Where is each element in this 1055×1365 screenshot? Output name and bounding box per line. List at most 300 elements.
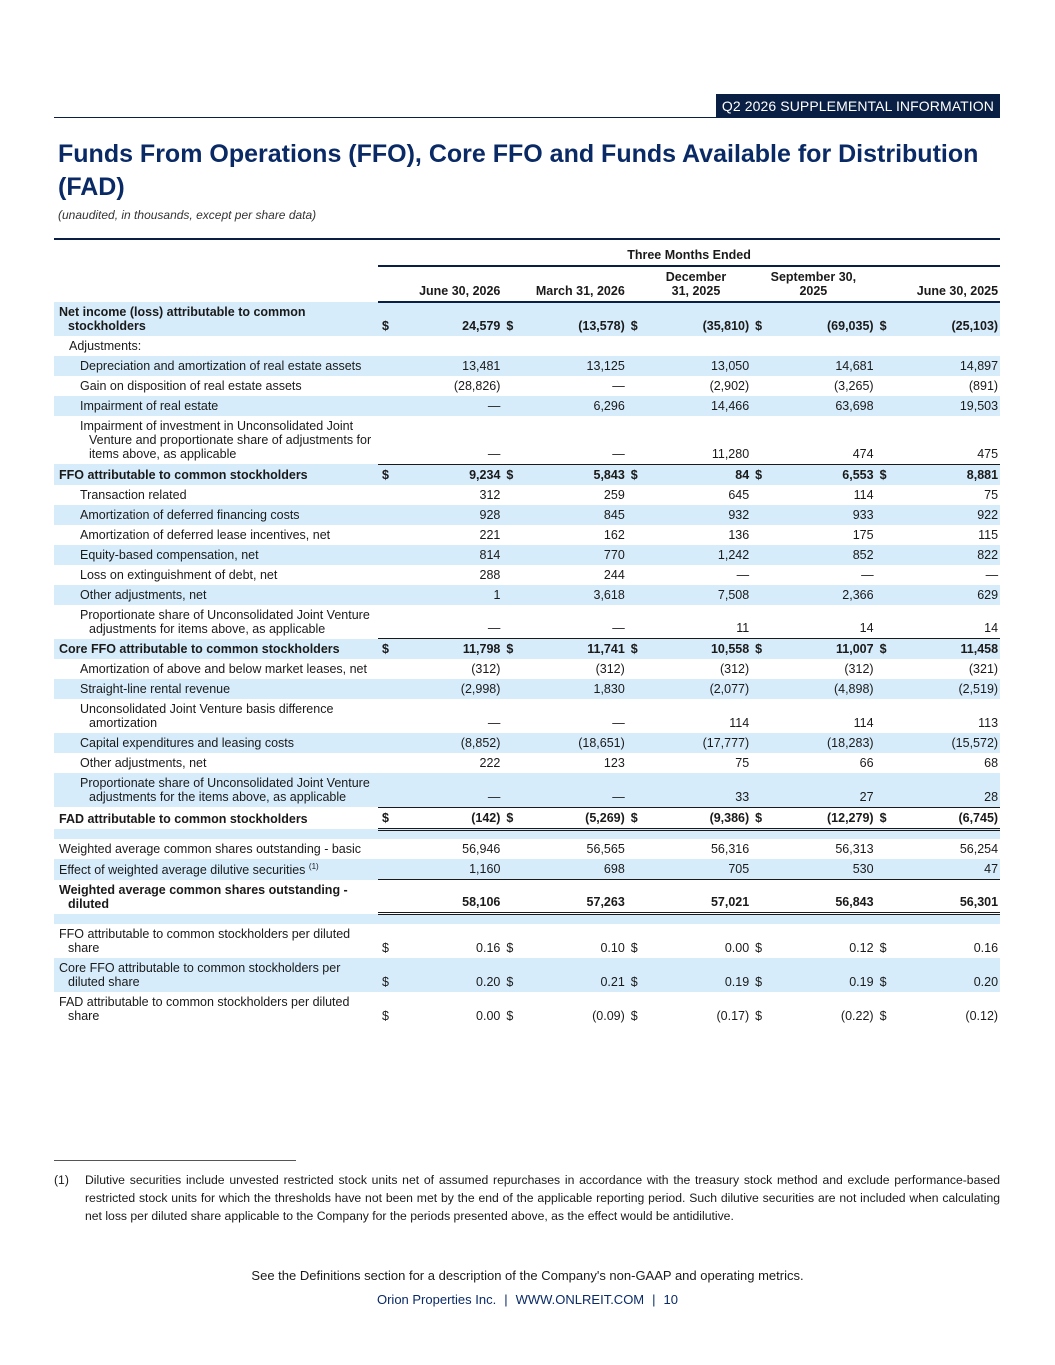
value-cell: 932 [641, 505, 751, 525]
dollar-sign-cell [502, 839, 516, 859]
value-cell: 928 [392, 505, 502, 525]
value-cell: (5,269) [516, 807, 626, 829]
table-row [54, 924, 1000, 958]
dollar-sign-cell: $ [876, 958, 890, 992]
dollar-sign-cell [502, 699, 516, 733]
dollar-sign-cell [876, 859, 890, 880]
footer-company: Orion Properties Inc. [376, 1292, 497, 1307]
row-label [54, 585, 378, 605]
value-cell: 852 [765, 545, 875, 565]
dollar-sign-cell [502, 396, 516, 416]
dollar-sign-cell [627, 733, 641, 753]
dollar-sign-cell [502, 773, 516, 807]
value-cell: (12,279) [765, 807, 875, 829]
value-cell: 0.12 [849, 940, 874, 955]
spacer-row [54, 914, 1000, 924]
dollar-sign-cell [876, 416, 890, 464]
dollar-sign-cell: $ [755, 940, 763, 955]
value-cell: 113 [978, 716, 999, 730]
dollar-sign-cell [751, 859, 765, 880]
dollar-sign-cell [876, 545, 890, 565]
row-label [54, 356, 378, 376]
dollar-sign-cell [627, 585, 641, 605]
dollar-sign-cell [751, 753, 765, 773]
table-row [54, 733, 1000, 753]
dollar-sign-cell [502, 545, 516, 565]
table-row [54, 464, 1000, 485]
row-label-text: Weighted average common shares outstanding - basic [59, 842, 362, 856]
dollar-sign-cell: $ [502, 639, 516, 660]
table-row [54, 565, 1000, 585]
column-header: March 31, 2026 [502, 266, 626, 302]
value-cell: 698 [516, 859, 626, 880]
dollar-sign-cell [751, 376, 765, 396]
row-label [54, 485, 378, 505]
value-cell: 123 [603, 756, 625, 770]
dollar-sign-cell [378, 336, 392, 356]
page-title: Funds From Operations (FFO), Core FFO and Funds Available for Distribution (FAD) [58, 140, 979, 201]
row-label-text: Weighted average common shares outstanding - diluted [59, 882, 348, 911]
value-cell: (2,519) [890, 679, 1001, 699]
value-cell: 814 [392, 545, 502, 565]
value-cell: 3,618 [516, 585, 626, 605]
dollar-sign-cell [378, 545, 392, 565]
value-cell: (6,745) [890, 807, 1001, 829]
value-cell: — [612, 621, 625, 635]
table-row [54, 839, 1000, 859]
dollar-sign-cell [627, 565, 641, 585]
value-cell: 259 [603, 487, 625, 502]
value-cell: (312) [471, 662, 501, 676]
footnote-ref: (1) [308, 861, 319, 871]
dollar-sign-cell [751, 505, 765, 525]
row-label-text: Straight-line rental revenue [80, 682, 231, 696]
row-label-text: Net income (loss) attributable to common stockholders [59, 305, 306, 333]
dollar-sign-cell: $ [627, 958, 641, 992]
value-cell: 244 [603, 567, 625, 582]
row-label-text: Other adjustments, net [80, 756, 207, 770]
table-row [54, 859, 1000, 880]
row-label [54, 880, 378, 914]
value-cell: 0.19 [641, 958, 751, 992]
dollar-sign-cell: $ [502, 958, 516, 992]
dollar-sign-cell [751, 605, 765, 639]
value-cell: 13,481 [392, 356, 502, 376]
row-label [54, 545, 378, 565]
table-row [54, 753, 1000, 773]
dollar-sign-cell [876, 659, 890, 679]
value-cell: 84 [641, 464, 751, 485]
value-cell: 56,254 [959, 842, 999, 856]
dollar-sign-cell [378, 659, 392, 679]
dollar-sign-cell: $ [879, 940, 887, 955]
value-cell: 1,160 [392, 859, 502, 880]
row-label [54, 505, 378, 525]
value-cell: 922 [890, 505, 1001, 525]
value-cell: — [516, 773, 626, 807]
dollar-sign-cell [751, 699, 765, 733]
dollar-sign-cell: $ [502, 302, 516, 336]
value-cell: — [612, 446, 625, 461]
dollar-sign-cell: $ [630, 940, 638, 955]
dollar-sign-cell [378, 525, 392, 545]
dollar-sign-cell [627, 485, 641, 505]
value-cell [516, 336, 626, 356]
value-cell: 14,466 [641, 396, 751, 416]
dollar-sign-cell [876, 773, 890, 807]
value-cell: 14,897 [890, 356, 1001, 376]
value-cell: (18,283) [765, 733, 875, 753]
row-label [54, 773, 378, 807]
value-cell: 0.00 [724, 940, 750, 955]
value-cell: 175 [852, 527, 874, 542]
value-cell: (8,852) [392, 733, 502, 753]
dollar-sign-cell [751, 585, 765, 605]
table-row [54, 699, 1000, 733]
table-row [54, 525, 1000, 545]
row-label [54, 679, 378, 699]
value-cell: 57,263 [516, 880, 626, 914]
page-subtitle: (unaudited, in thousands, except per share data) [58, 208, 317, 222]
value-cell: 9,234 [392, 464, 502, 485]
footer-page-number: 10 [663, 1292, 678, 1307]
row-label-text: Equity-based compensation, net [80, 547, 259, 562]
value-cell: 114 [729, 716, 750, 730]
value-cell: (28,826) [453, 379, 501, 393]
dollar-sign-cell: $ [876, 302, 890, 336]
value-cell: — [392, 396, 502, 416]
value-cell: (13,578) [516, 302, 626, 336]
dollar-sign-cell: $ [751, 958, 765, 992]
value-cell: 56,946 [462, 842, 501, 856]
value-cell: (312) [844, 662, 874, 676]
dollar-sign-cell [502, 859, 516, 880]
row-label [54, 336, 378, 356]
dollar-sign-cell: $ [502, 807, 516, 829]
dollar-sign-cell [378, 505, 392, 525]
value-cell: 114 [853, 487, 874, 502]
dollar-sign-cell: $ [751, 302, 765, 336]
dollar-sign-cell [751, 485, 765, 505]
value-cell: (3,265) [833, 379, 874, 393]
value-cell: 1 [392, 585, 502, 605]
footer-line [0, 1292, 1055, 1307]
row-label [54, 464, 378, 485]
dollar-sign-cell: $ [378, 639, 392, 660]
dollar-sign-cell [502, 605, 516, 639]
value-cell: 28 [890, 773, 1001, 807]
value-cell: 0.10 [600, 940, 625, 955]
value-cell: — [985, 567, 999, 582]
value-cell: 0.20 [392, 958, 502, 992]
row-label-text: Proportionate share of Unconsolidated Joint Venture adjustments for the items above, as applicable [80, 776, 370, 804]
row-label [54, 396, 378, 416]
row-label [54, 733, 378, 753]
table-row [54, 416, 1000, 464]
value-cell: 56,565 [586, 842, 625, 856]
value-cell: (69,035) [765, 302, 875, 336]
dollar-sign-cell [502, 336, 516, 356]
dollar-sign-cell [876, 356, 890, 376]
dollar-sign-cell [876, 505, 890, 525]
value-cell: 0.19 [765, 958, 875, 992]
dollar-sign-cell [876, 880, 890, 914]
dollar-sign-cell [876, 525, 890, 545]
row-label [54, 376, 378, 396]
dollar-sign-cell [502, 376, 516, 396]
row-label [54, 525, 378, 545]
value-cell: 0.20 [890, 958, 1001, 992]
value-cell: (17,777) [641, 733, 751, 753]
value-cell: 770 [516, 545, 626, 565]
dollar-sign-cell [378, 880, 392, 914]
dollar-sign-cell [502, 585, 516, 605]
value-cell: 7,508 [641, 585, 751, 605]
footnote [54, 1171, 1000, 1225]
header-rule [54, 117, 1000, 118]
value-cell: 11,458 [890, 639, 1001, 660]
value-cell: 221 [479, 527, 501, 542]
dollar-sign-cell [627, 773, 641, 807]
dollar-sign-cell [751, 880, 765, 914]
dollar-sign-cell [627, 545, 641, 565]
title-rule [54, 238, 1000, 240]
row-label [54, 807, 378, 829]
dollar-sign-cell [378, 356, 392, 376]
row-label-text: Core FFO attributable to common stockholders [59, 642, 340, 656]
value-cell: — [861, 567, 874, 582]
row-label [54, 839, 378, 859]
row-label-text: Proportionate share of Unconsolidated Joint Venture adjustments for items above, as applicable [80, 607, 370, 636]
ffo-table [54, 248, 1000, 1026]
row-label [54, 605, 378, 639]
value-cell: 14 [984, 621, 999, 635]
dollar-sign-cell: $ [502, 464, 516, 485]
dollar-sign-cell [627, 659, 641, 679]
dollar-sign-cell [502, 733, 516, 753]
value-cell: 6,553 [765, 464, 875, 485]
dollar-sign-cell [502, 659, 516, 679]
value-cell: 530 [765, 859, 875, 880]
dollar-sign-cell [876, 485, 890, 505]
dollar-sign-cell [378, 585, 392, 605]
dollar-sign-cell [751, 839, 765, 859]
row-label-text: Other adjustments, net [80, 587, 207, 602]
value-cell: 63,698 [765, 396, 875, 416]
dollar-sign-cell: $ [627, 464, 641, 485]
dollar-sign-cell [751, 773, 765, 807]
value-cell: 13,125 [516, 356, 626, 376]
table-row [54, 505, 1000, 525]
value-cell: 474 [852, 446, 874, 461]
spacer-row [54, 829, 1000, 839]
dollar-sign-cell: $ [627, 807, 641, 829]
dollar-sign-cell [378, 605, 392, 639]
table-row [54, 545, 1000, 565]
row-label [54, 992, 378, 1026]
dollar-sign-cell [502, 485, 516, 505]
dollar-sign-cell [627, 416, 641, 464]
value-cell: 1,242 [641, 545, 751, 565]
table-row [54, 880, 1000, 914]
value-cell: 645 [728, 487, 750, 502]
dollar-sign-cell [627, 505, 641, 525]
table-row [54, 336, 1000, 356]
value-cell: 56,316 [710, 842, 750, 856]
row-label-text: Unconsolidated Joint Venture basis difference amortization [80, 702, 334, 730]
value-cell: 10,558 [641, 639, 751, 660]
value-cell: 11,741 [516, 639, 626, 660]
row-label [54, 302, 378, 336]
dollar-sign-cell [627, 376, 641, 396]
table-row [54, 485, 1000, 505]
dollar-sign-cell: $ [751, 807, 765, 829]
value-cell: (9,386) [641, 807, 751, 829]
row-label [54, 753, 378, 773]
dollar-sign-cell [502, 565, 516, 585]
row-label-text: Core FFO attributable to common stockholders per diluted share [59, 960, 341, 989]
dollar-sign-cell [627, 605, 641, 639]
row-label [54, 924, 378, 958]
dollar-sign-cell: $ [378, 464, 392, 485]
row-label-text: Amortization of above and below market leases, net [80, 662, 367, 676]
dollar-sign-cell [378, 485, 392, 505]
table-row [54, 396, 1000, 416]
column-header: September 30, 2025 [751, 266, 875, 302]
dollar-sign-cell [627, 859, 641, 880]
dollar-sign-cell [502, 525, 516, 545]
row-label [54, 859, 378, 880]
value-cell: (25,103) [890, 302, 1001, 336]
value-cell: 11,280 [711, 446, 750, 461]
row-label-text: Capital expenditures and leasing costs [80, 736, 295, 750]
value-cell: 2,366 [765, 585, 875, 605]
dollar-sign-cell [876, 336, 890, 356]
value-cell: 0.16 [476, 940, 501, 955]
dollar-sign-cell [378, 733, 392, 753]
value-cell: 0.21 [516, 958, 626, 992]
value-cell: (891) [968, 379, 999, 393]
dollar-sign-cell: $ [876, 807, 890, 829]
row-label [54, 699, 378, 733]
header-spacer [54, 248, 378, 266]
dollar-sign-cell [751, 679, 765, 699]
table-row [54, 605, 1000, 639]
value-cell [392, 336, 502, 356]
value-cell: 8,881 [890, 464, 1001, 485]
row-label-text: FFO attributable to common stockholders [59, 467, 308, 482]
spacer-cell [54, 829, 1000, 839]
dollar-sign-cell [627, 396, 641, 416]
dollar-sign-cell [876, 565, 890, 585]
value-cell: — [487, 716, 501, 730]
row-label-text: Amortization of deferred financing costs [80, 507, 300, 522]
row-label-text: Amortization of deferred lease incentives, net [80, 527, 331, 542]
value-cell: 845 [516, 505, 626, 525]
dollar-sign-cell: $ [755, 1008, 763, 1023]
dollar-sign-cell [502, 679, 516, 699]
dollar-sign-cell [378, 679, 392, 699]
dollar-sign-cell [502, 880, 516, 914]
footnote-text: Dilutive securities include unvested restricted stock units net of assumed repurchases in accordance with the treasury stock method and exclude performance-based restricted stock units for which the thresholds have not been met by the end of the applicable reporting period. Such dilutive securities are not included when calculating net loss per diluted share applicable to the Company for the periods presented above, as the effect would be antidilutive. [85, 1173, 1000, 1223]
row-label-text: Transaction related [80, 487, 187, 502]
value-cell: 11 [736, 621, 750, 635]
dollar-sign-cell [751, 545, 765, 565]
value-cell: 47 [890, 859, 1001, 880]
dollar-sign-cell [502, 753, 516, 773]
footnote-rule [54, 1160, 296, 1161]
dollar-sign-cell [378, 376, 392, 396]
table-row [54, 992, 1000, 1026]
value-cell: (2,077) [641, 679, 751, 699]
value-cell: 66 [859, 756, 874, 770]
value-cell: 288 [479, 567, 501, 582]
value-cell: 222 [479, 756, 501, 770]
value-cell [890, 336, 1001, 356]
value-cell: 705 [641, 859, 751, 880]
dollar-sign-cell: $ [506, 940, 514, 955]
dollar-sign-cell [876, 585, 890, 605]
row-label-text: Impairment of investment in Unconsolidated Joint Venture and proportionate share of adjustments for items above, as applicable [80, 419, 372, 461]
dollar-sign-cell: $ [876, 464, 890, 485]
header-tag: Q2 2026 SUPPLEMENTAL INFORMATION [716, 94, 1000, 118]
dollar-sign-cell [876, 733, 890, 753]
dollar-sign-cell [378, 753, 392, 773]
value-cell: 14,681 [765, 356, 875, 376]
footer-site: WWW.ONLREIT.COM [515, 1292, 645, 1307]
table-row [54, 773, 1000, 807]
dollar-sign-cell: $ [751, 464, 765, 485]
table-row [54, 958, 1000, 992]
dollar-sign-cell [751, 659, 765, 679]
row-label [54, 416, 378, 464]
dollar-sign-cell [627, 525, 641, 545]
spacer-cell [54, 914, 1000, 924]
row-label [54, 958, 378, 992]
value-cell: 11,007 [765, 639, 875, 660]
row-label-text: Adjustments: [69, 339, 142, 353]
value-cell: — [612, 716, 625, 730]
dollar-sign-cell [627, 880, 641, 914]
value-cell: 68 [984, 756, 999, 770]
three-months-ended-header: Three Months Ended [627, 248, 751, 262]
value-cell: 27 [765, 773, 875, 807]
value-cell: 33 [641, 773, 751, 807]
dollar-sign-cell [751, 525, 765, 545]
row-label [54, 659, 378, 679]
table-body [54, 302, 1000, 1026]
row-label [54, 639, 378, 660]
value-cell: (0.22) [840, 1008, 874, 1023]
dollar-sign-cell [876, 839, 890, 859]
dollar-sign-cell [378, 565, 392, 585]
header-spacer [54, 266, 378, 302]
value-cell: (0.09) [592, 1008, 625, 1023]
dollar-sign-cell [378, 839, 392, 859]
dollar-sign-cell [627, 839, 641, 859]
value-cell: (35,810) [641, 302, 751, 336]
row-label-text: Effect of weighted average dilutive securities [59, 862, 306, 877]
value-cell: 13,050 [641, 356, 751, 376]
dollar-sign-cell: $ [630, 1008, 638, 1023]
value-cell: 475 [977, 446, 999, 461]
value-cell: (0.17) [716, 1008, 750, 1023]
dollar-sign-cell [378, 773, 392, 807]
row-label-text: Impairment of real estate [80, 399, 219, 413]
table-row [54, 679, 1000, 699]
value-cell: 0.00 [476, 1008, 501, 1023]
value-cell: (15,572) [890, 733, 1001, 753]
